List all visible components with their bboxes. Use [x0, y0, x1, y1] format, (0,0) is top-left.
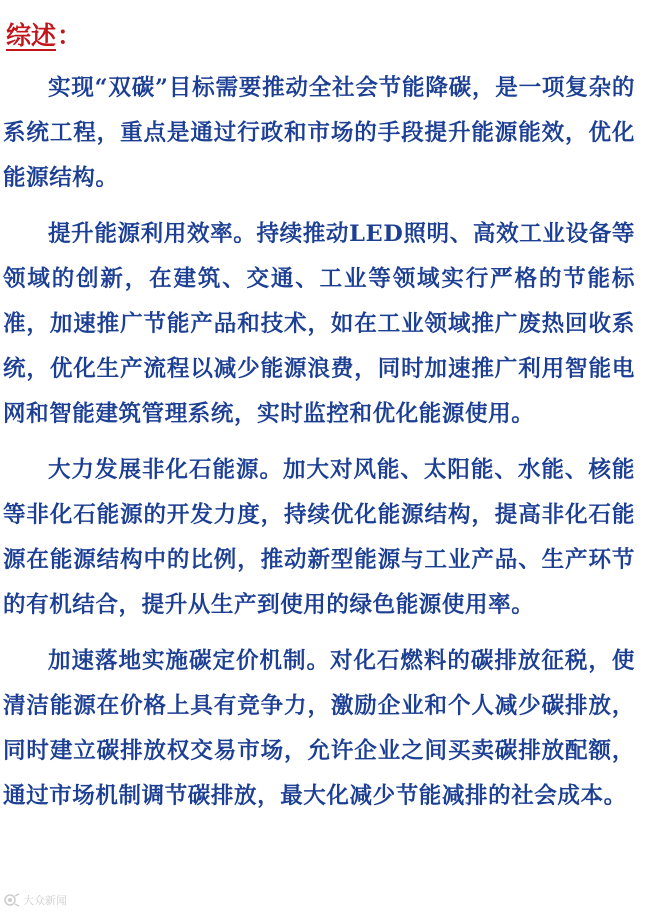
- article-body: [3, 66, 635, 819]
- lens-icon: [4, 893, 20, 907]
- watermark: [4, 892, 67, 908]
- paragraph-non-fossil-energy: 大力发展非化石能源。加大对风能、太阳能、水能、核能等非化石能源的开发力度，持续优化能源结构，提高非化石能源在能源结构中的比例，推动新型能源与工业产品、生产环节的有机结合，提升从生产到使用的绿色能源使用率。: [3, 457, 635, 618]
- paragraph-intro: 实现“双碳”目标需要推动全社会节能降碳，是一项复杂的系统工程，重点是通过行政和市场的手段提升能源能效，优化能源结构。: [3, 75, 635, 191]
- paragraph-energy-efficiency: 提升能源利用效率。持续推动LED照明、高效工业设备等领域的创新，在建筑、交通、工业等领域实行严格的节能标准，加速推广节能产品和技术，如在工业领域推广废热回收系统，优化生产流程以减少能源浪费，同时加速推广利用智能电网和智能建筑管理系统，实时监控和优化能源使用。: [3, 221, 635, 427]
- section-heading: [6, 14, 82, 54]
- paragraph-carbon-pricing: 加速落地实施碳定价机制。对化石燃料的碳排放征税，使清洁能源在价格上具有竞争力，激励企业和个人减少碳排放，同时建立碳排放权交易市场，允许企业之间买卖碳排放配额，通过市场机制调节碳排放，最大化减少节能减排的社会成本。: [3, 648, 635, 809]
- section-title-colon: ：: [57, 21, 83, 50]
- watermark-text: 大众新闻: [23, 894, 67, 907]
- section-title: 综述: [6, 21, 57, 50]
